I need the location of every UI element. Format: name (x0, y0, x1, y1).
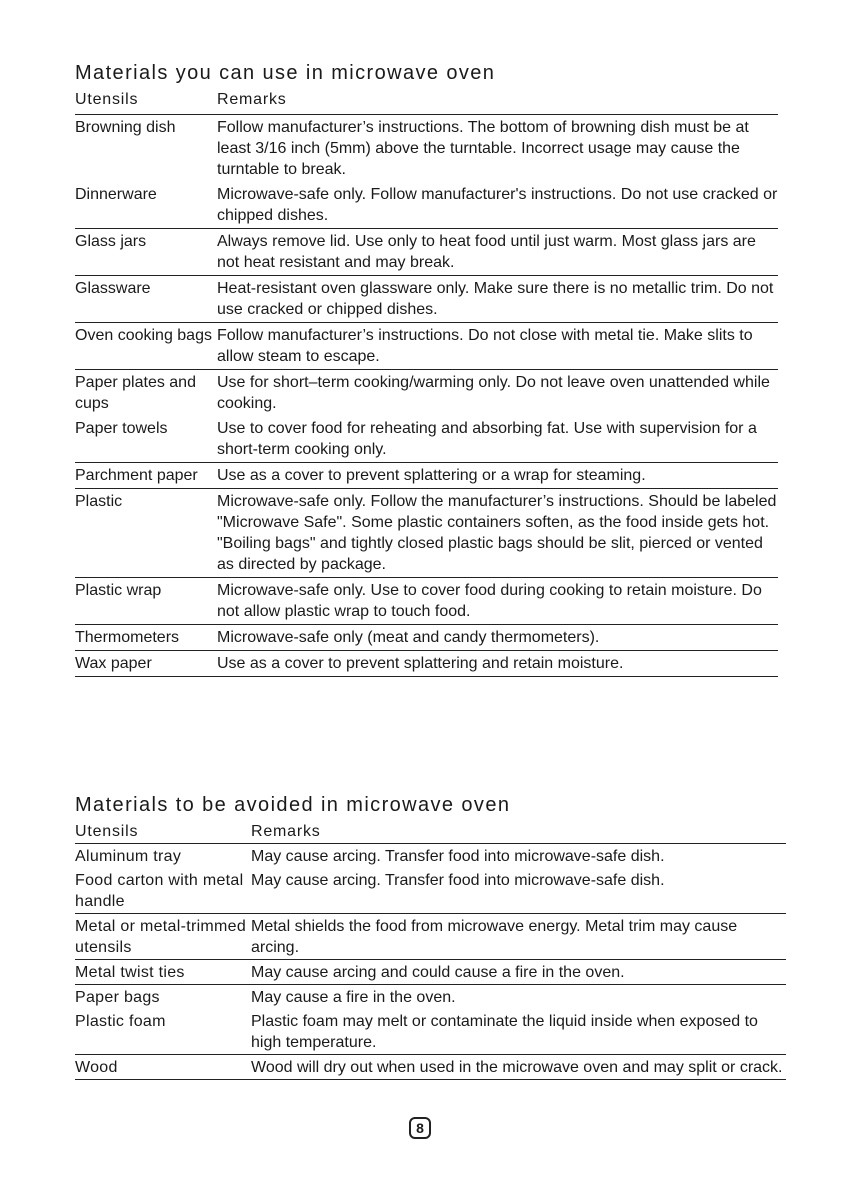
table-row (75, 463, 778, 489)
utensil-cell: Glassware (75, 280, 151, 297)
utensil-cell: Food carton with metal handle (75, 872, 244, 910)
table-row (75, 625, 778, 651)
utensil-cell: Paper towels (75, 420, 168, 437)
table-row (75, 182, 778, 229)
utensil-cell: Paper bags (75, 989, 160, 1006)
table-row (75, 276, 778, 323)
utensil-cell: Browning dish (75, 119, 176, 136)
safe-materials-section (75, 60, 778, 677)
remark-cell: Use to cover food for reheating and absorbing fat. Use with supervision for a short-term cooking only. (217, 420, 757, 458)
remark-cell: Follow manufacturer’s instructions. Do not close with metal tie. Make slits to allow steam to escape. (217, 327, 753, 365)
utensil-cell: Plastic (75, 493, 123, 510)
remarks-column-header: Remarks (217, 91, 287, 108)
table-row (75, 960, 786, 985)
avoid-materials-section (75, 792, 786, 1080)
remark-cell: May cause arcing. Transfer food into microwave-safe dish. (251, 872, 665, 889)
table-row (75, 489, 778, 578)
table-row (75, 323, 778, 370)
table-row (75, 914, 786, 960)
table-row (75, 578, 778, 625)
avoid-materials-title: Materials to be avoided in microwave oven (75, 794, 511, 816)
table-row (75, 416, 778, 463)
utensil-cell: Aluminum tray (75, 848, 182, 865)
utensil-cell: Metal twist ties (75, 964, 185, 981)
utensils-column-header: Utensils (75, 91, 139, 108)
utensil-cell: Paper plates and cups (75, 374, 196, 412)
avoid-table-header (75, 822, 786, 844)
utensil-cell: Oven cooking bags (75, 327, 212, 344)
safe-materials-title: Materials you can use in microwave oven (75, 62, 496, 84)
table-row (75, 370, 778, 416)
remark-cell: Wood will dry out when used in the microwave oven and may split or crack. (251, 1059, 783, 1076)
utensil-cell: Dinnerware (75, 186, 157, 203)
utensil-cell: Wax paper (75, 655, 152, 672)
utensil-cell: Parchment paper (75, 467, 198, 484)
remark-cell: Heat-resistant oven glassware only. Make sure there is no metallic trim. Do not use cracked or chipped dishes. (217, 280, 774, 318)
remark-cell: Use for short–term cooking/warming only. Do not leave oven unattended while cooking. (217, 374, 770, 412)
remark-cell: Microwave-safe only (meat and candy thermometers). (217, 629, 600, 646)
table-row (75, 868, 786, 914)
remark-cell: Follow manufacturer’s instructions. The bottom of browning dish must be at least 3/16 inch (5mm) above the turntable. Incorrect usage may cause the turntable to break. (217, 119, 749, 178)
table-row (75, 1055, 786, 1080)
table-row (75, 115, 778, 182)
safe-table-header (75, 90, 778, 115)
remarks-column-header: Remarks (251, 823, 321, 840)
remark-cell: Metal shields the food from microwave energy. Metal trim may cause arcing. (251, 918, 738, 956)
utensil-cell: Wood (75, 1059, 118, 1076)
utensil-cell: Metal or metal-trimmed utensils (75, 918, 247, 956)
utensil-cell: Plastic wrap (75, 582, 162, 599)
remark-cell: Use as a cover to prevent splattering or a wrap for steaming. (217, 467, 646, 484)
remark-cell: May cause arcing. Transfer food into microwave-safe dish. (251, 848, 665, 865)
table-row (75, 844, 786, 868)
remark-cell: Microwave-safe only. Use to cover food during cooking to retain moisture. Do not allow plastic wrap to touch food. (217, 582, 762, 620)
remark-cell: May cause a fire in the oven. (251, 989, 456, 1006)
utensil-cell: Plastic foam (75, 1013, 166, 1030)
table-row (75, 651, 778, 677)
remark-cell: Plastic foam may melt or contaminate the liquid inside when exposed to high temperature. (251, 1013, 758, 1051)
utensil-cell: Glass jars (75, 233, 147, 250)
remark-cell: May cause arcing and could cause a fire in the oven. (251, 964, 625, 981)
utensil-cell: Thermometers (75, 629, 180, 646)
table-row (75, 229, 778, 276)
remark-cell: Use as a cover to prevent splattering and retain moisture. (217, 655, 624, 672)
page-number: 8 (409, 1117, 431, 1139)
table-row (75, 1009, 786, 1055)
utensils-column-header: Utensils (75, 823, 139, 840)
remark-cell: Microwave-safe only. Follow the manufacturer’s instructions. Should be labeled "Microwave Safe". Some plastic containers soften, as the food inside gets hot. "Boiling bags" and tightly closed plastic bags should be slit, pierced or vented as directed by package. (217, 493, 777, 573)
remark-cell: Microwave-safe only. Follow manufacturer's instructions. Do not use cracked or chipped dishes. (217, 186, 778, 224)
table-row (75, 985, 786, 1009)
remark-cell: Always remove lid. Use only to heat food until just warm. Most glass jars are not heat resistant and may break. (217, 233, 756, 271)
